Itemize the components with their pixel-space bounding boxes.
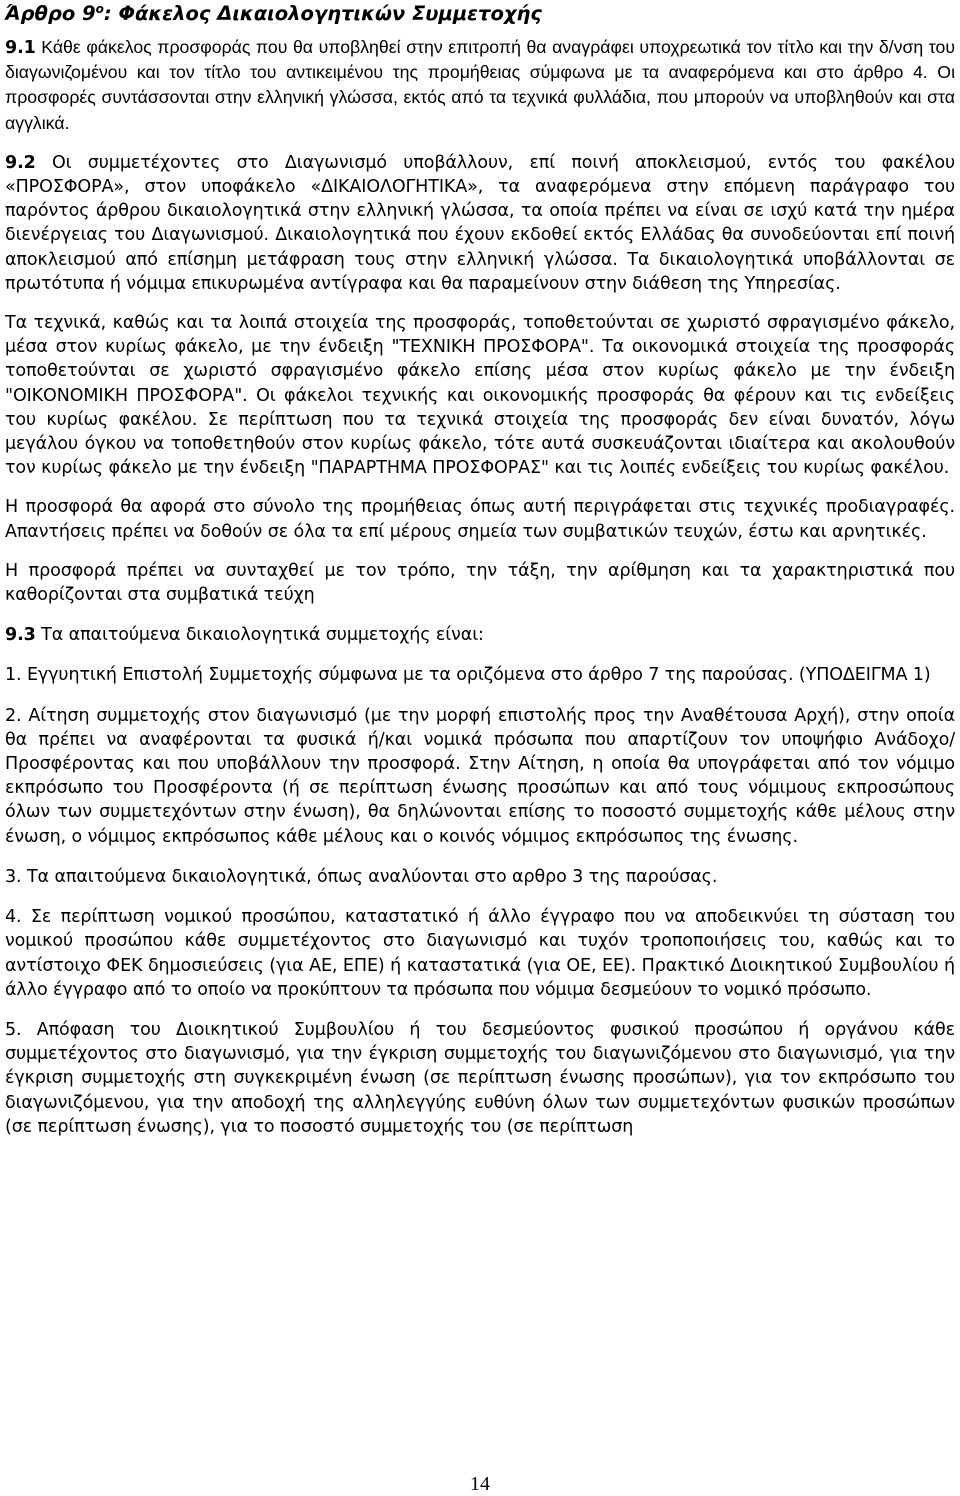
paragraph-9-1-number: 9.1	[5, 38, 36, 58]
list-item-4: 4. Σε περίπτωση νομικού προσώπου, καταστατικό ή άλλο έγγραφο που να αποδεικνύει τη σύσταση του νομικού προσώπου κάθε συμμετέχοντος στο διαγωνισμό και τυχόν τροποποιήσεις του, καθώς και το αντίστοιχο ΦΕΚ δημοσιεύσεις (για ΑΕ, ΕΠΕ) ή καταστατικά (για ΟΕ, ΕΕ). Πρακτικό Διοικητικού Συμβουλίου ή άλλο έγγραφο από το οποίο να προκύπτουν τα πρόσωπα που νόμιμα δεσμεύουν το νομικό πρόσωπο.	[5, 907, 955, 1000]
paragraph-9-3-number: 9.3	[5, 625, 36, 646]
paragraph-9-2-text: Οι συμμετέχοντες στο Διαγωνισμό υποβάλλουν, επί ποινή αποκλεισμού, εντός του φακέλου «ΠΡΟΣΦΟΡΑ», στον υποφάκελο «ΔΙΚΑΙΟΛΟΓΗΤΙΚΑ», τα αναφερόμενα στην επόμενη παράγραφο του παρόντος άρθρου δικαιολογητικά στην ελληνική γλώσσα, τα οποία πρέπει να είναι σε ισχύ κατά την ημέρα διενέργειας του Διαγωνισμού. Δικαιολογητικά που έχουν εκδοθεί εκτός Ελλάδας θα συνοδεύονται επί ποινή αποκλεισμού από επίσημη μετάφραση τους στην ελληνική γλώσσα. Τα δικαιολογητικά υποβάλλονται σε πρωτότυπα ή νόμιμα επικυρωμένα αντίγραφα και θα παραμείνουν στην διάθεση της Υπηρεσίας.	[5, 152, 955, 294]
paragraph-technical-envelopes: Τα τεχνικά, καθώς και τα λοιπά στοιχεία της προσφοράς, τοποθετούνται σε χωριστό σφραγισμένο φάκελο, μέσα στον κυρίως φάκελο, με την ένδειξη "ΤΕΧΝΙΚΗ ΠΡΟΣΦΟΡΑ". Τα οικονομικά στοιχεία της προσφοράς τοποθετούνται σε χωριστό σφραγισμένο φάκελο επίσης μέσα στον κυρίως φάκελο με την ένδειξη "ΟΙΚΟΝΟΜΙΚΗ ΠΡΟΣΦΟΡΑ". Οι φάκελοι τεχνικής και οικονομικής προσφοράς θα φέρουν και τις ενδείξεις του κυρίως φακέλου. Σε περίπτωση που τα τεχνικά στοιχεία της προσφοράς δεν είναι δυνατόν, λόγω μεγάλου όγκου να τοποθετηθούν στον κυρίως φάκελο, τότε αυτά συσκευάζονται ιδιαίτερα και ακολουθούν τον κυρίως φάκελο με την ένδειξη "ΠΑΡΑΡΤΗΜΑ ΠΡΟΣΦΟΡΑΣ" και τις λοιπές ενδείξεις του κυρίως φακέλου.	[5, 313, 955, 479]
paragraph-offer-scope: Η προσφορά θα αφορά στο σύνολο της προμήθειας όπως αυτή περιγράφεται στις τεχνικές προδιαγραφές. Απαντήσεις πρέπει να δοθούν σε όλα τα επί μέρους σημεία των συμβατικών τευχών, έστω και αρνητικές.	[5, 497, 955, 542]
article-title-superscript: ο	[95, 2, 104, 16]
paragraph-9-1	[5, 35, 955, 136]
article-title-prefix: Άρθρο 9	[5, 2, 96, 25]
list-item-1: 1. Εγγυητική Επιστολή Συμμετοχής σύμφωνα με τα οριζόμενα στο άρθρο 7 της παρούσας. (ΥΠΟΔΕΙΓΜΑ 1)	[5, 665, 931, 686]
page-number: 14	[470, 1473, 490, 1495]
article-title-suffix: : Φάκελος Δικαιολογητικών Συμμετοχής	[103, 2, 542, 25]
paragraph-9-3	[5, 623, 955, 647]
paragraph-9-3-text: Τα απαιτούμενα δικαιολογητικά συμμετοχής είναι:	[35, 625, 484, 646]
paragraph-offer-format: Η προσφορά πρέπει να συνταχθεί με τον τρόπο, την τάξη, την αρίθμηση και τα χαρακτηριστικά που καθορίζονται στα συμβατικά τεύχη	[5, 560, 955, 606]
paragraph-9-2-number: 9.2	[5, 152, 36, 173]
list-item-5: 5. Απόφαση του Διοικητικού Συμβουλίου ή του δεσμεύοντος φυσικού προσώπου ή οργάνου κάθε συμμετέχοντος στο διαγωνισμό, για την έγκριση συμμετοχής του διαγωνιζόμενου στο διαγωνισμό, για την έγκριση συμμετοχής στη συγκεκριμένη ένωση (σε περίπτωση ένωσης προσώπων), για τον εκπρόσωπο του διαγωνιζόμενου, για την αποδοχή της αλληλεγγύης ευθύνη όλων των συμμετεχόντων φυσικών προσώπων (σε περίπτωση ένωσης), για το ποσοστό συμμετοχής του (σε περίπτωση	[5, 1019, 955, 1137]
paragraph-9-1-text: Κάθε φάκελος προσφοράς που θα υποβληθεί στην επιτροπή θα αναγράφει υποχρεωτικά τον τίτλο και την δ/νση του διαγωνιζομένου και τον τίτλο του αντικειμένου της προμήθειας σύμφωνα με τα αναφερόμενα και στο άρθρο 4. Οι προσφορές συντάσσονται στην ελληνική γλώσσα, εκτός από τα τεχνικά φυλλάδια, που μπορούν να υποβληθούν και στα αγγλικά.	[5, 37, 955, 133]
article-title	[5, 0, 955, 29]
list-item-2: 2. Αίτηση συμμετοχής στον διαγωνισμό (με την μορφή επιστολής προς την Αναθέτουσα Αρχή), στην οποία θα πρέπει να αναφέρονται τα φυσικά ή/και νομικά πρόσωπα που απαρτίζουν τον υποψήφιο Ανάδοχο/ Προσφέροντας και που υποβάλλουν την προσφορά. Στην Αίτηση, η οποία θα υπογράφεται από τον νόμιμο εκπρόσωπο του Προσφέροντα (ή σε περίπτωση ένωσης προσώπων και από τους νόμιμους εκπροσώπους όλων των συμμετεχόντων στην ένωση), θα δηλώνονται επίσης το ποσοστό συμμετοχής κάθε μέλους στην ένωση, ο νόμιμος εκπρόσωπος κάθε μέλους και ο κοινός νόμιμος εκπρόσωπος της ένωσης.	[5, 705, 955, 847]
paragraph-9-2	[5, 151, 955, 296]
list-item-3: 3. Τα απαιτούμενα δικαιολογητικά, όπως αναλύονται στο αρθρο 3 της παρούσας.	[5, 866, 718, 887]
